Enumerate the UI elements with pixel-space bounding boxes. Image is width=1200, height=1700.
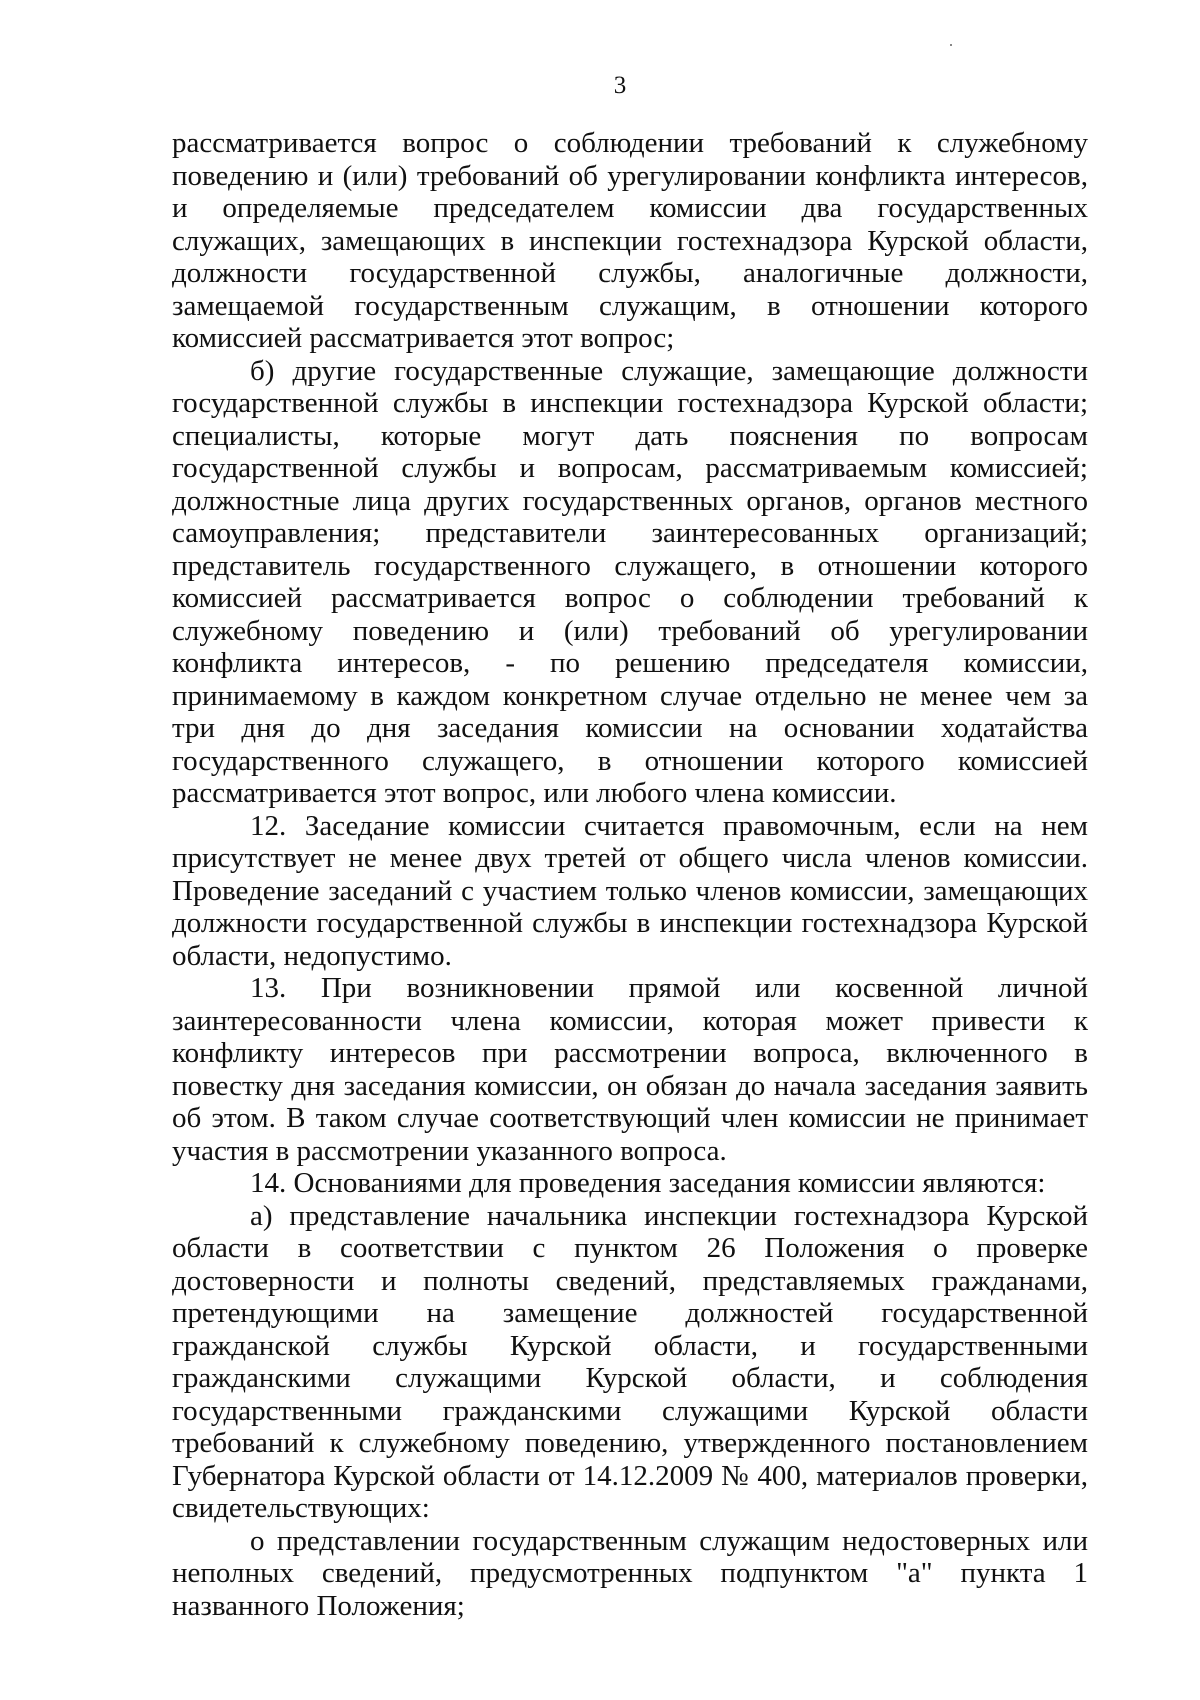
paragraph-item-13: 13. При возникновении прямой или косвенной личной заинтересованности члена комиссии, которая может привести к конфликту интересов при рассмотрении вопроса, включенного в повестку дня заседания комиссии, он обязан до начала заседания заявить об этом. В таком случае соответствующий член комиссии не принимает участия в рассмотрении указанного вопроса. [172, 972, 1088, 1167]
paragraph-subitem-a: а) представление начальника инспекции гостехнадзора Курской области в соответствии с пунктом 26 Положения о проверке достоверности и полноты сведений, представляемых гражданами, претендующими на замещение должностей государственной гражданской службы Курской области, и государственными гражданскими служащими Курской области, и соблюдения государственными гражданскими служащими Курской области требований к служебному поведению, утвержденного постановлением Губернатора Курской области от 14.12.2009 № 400, материалов проверки, свидетельствующих: [172, 1199, 1088, 1524]
paragraph-continuation: рассматривается вопрос о соблюдении требований к служебному поведению и (или) требований об урегулировании конфликта интересов, и определяемые председателем комиссии два государственных служащих, замещающих в инспекции гостехнадзора Курской области, должности государственной службы, аналогичные должности, замещаемой государственным служащим, в отношении которого комиссией рассматривается этот вопрос; [172, 127, 1088, 354]
document-body [172, 127, 1088, 1622]
scan-speck [950, 44, 952, 46]
paragraph-subitem-b: б) другие государственные служащие, замещающие должности государственной службы в инспекции гостехнадзора Курской области; специалисты, которые могут дать пояснения по вопросам государственной службы и вопросам, рассматриваемым комиссией; должностные лица других государственных органов, органов местного самоуправления; представители заинтересованных организаций; представитель государственного служащего, в отношении которого комиссией рассматривается вопрос о соблюдении требований к служебному поведению и (или) требований об урегулировании конфликта интересов, - по решению председателя комиссии, принимаемому в каждом конкретном случае отдельно не менее чем за три дня до дня заседания комиссии на основании ходатайства государственного служащего, в отношении которого комиссией рассматривается этот вопрос, или любого члена комиссии. [172, 354, 1088, 809]
paragraph-item-12: 12. Заседание комиссии считается правомочным, если на нем присутствует не менее двух третей от общего числа членов комиссии. Проведение заседаний с участием только членов комиссии, замещающих должности государственной службы в инспекции гостехнадзора Курской области, недопустимо. [172, 809, 1088, 972]
paragraph-item-14: 14. Основаниями для проведения заседания комиссии являются: [250, 1167, 1046, 1199]
page-number: 3 [613, 72, 627, 99]
paragraph-subitem-a-clause: о представлении государственным служащим недостоверных или неполных сведений, предусмотренных подпунктом "а" пункта 1 названного Положения; [172, 1524, 1088, 1622]
